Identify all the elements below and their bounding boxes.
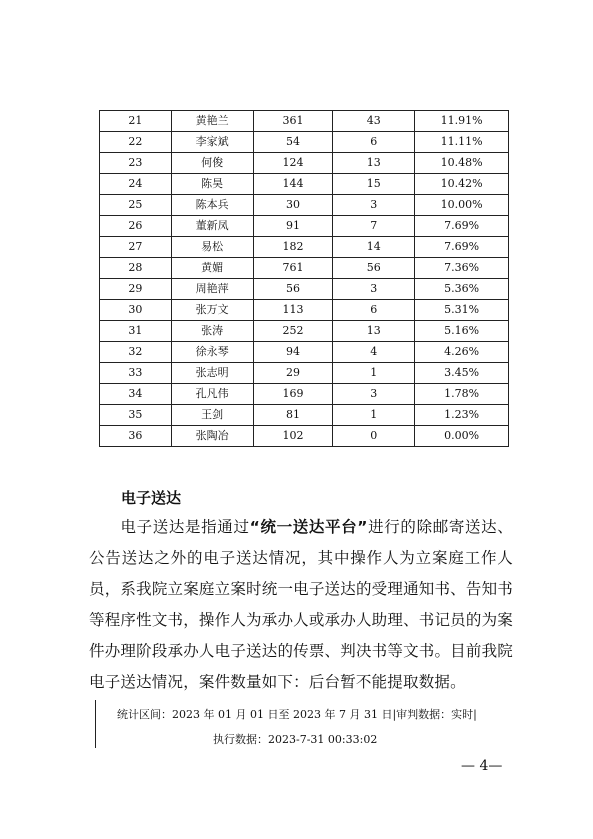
case-count: 182 bbox=[253, 237, 333, 258]
judge-name: 周艳萍 bbox=[171, 279, 253, 300]
table-row bbox=[100, 132, 509, 153]
sub-count: 6 bbox=[333, 132, 415, 153]
judge-name: 张涛 bbox=[171, 321, 253, 342]
sub-count: 13 bbox=[333, 153, 415, 174]
case-count: 30 bbox=[253, 195, 333, 216]
sub-count: 1 bbox=[333, 405, 415, 426]
table-row bbox=[100, 405, 509, 426]
row-index: 36 bbox=[100, 426, 172, 447]
row-index: 22 bbox=[100, 132, 172, 153]
case-count: 113 bbox=[253, 300, 333, 321]
row-index: 26 bbox=[100, 216, 172, 237]
row-index: 32 bbox=[100, 342, 172, 363]
judge-name: 陈本兵 bbox=[171, 195, 253, 216]
row-index: 28 bbox=[100, 258, 172, 279]
sub-count: 14 bbox=[333, 237, 415, 258]
ratio-percent: 10.00% bbox=[415, 195, 509, 216]
ratio-percent: 0.00% bbox=[415, 426, 509, 447]
ratio-percent: 4.26% bbox=[415, 342, 509, 363]
sub-count: 3 bbox=[333, 384, 415, 405]
case-count: 56 bbox=[253, 279, 333, 300]
table-row bbox=[100, 237, 509, 258]
table-row bbox=[100, 258, 509, 279]
ratio-percent: 7.36% bbox=[415, 258, 509, 279]
body-paragraph bbox=[89, 512, 513, 698]
row-index: 25 bbox=[100, 195, 172, 216]
ratio-percent: 5.16% bbox=[415, 321, 509, 342]
table-row bbox=[100, 111, 509, 132]
sub-count: 43 bbox=[333, 111, 415, 132]
table-row bbox=[100, 321, 509, 342]
table-row bbox=[100, 279, 509, 300]
row-index: 33 bbox=[100, 363, 172, 384]
stats-period-line: 统计区间：2023 年 01 月 01 日至 2023 年 7 月 31 日|审判数据：实时| bbox=[117, 708, 477, 721]
judge-stats-table bbox=[99, 110, 509, 447]
judge-name: 李家斌 bbox=[171, 132, 253, 153]
row-index: 21 bbox=[100, 111, 172, 132]
case-count: 91 bbox=[253, 216, 333, 237]
sub-count: 6 bbox=[333, 300, 415, 321]
paragraph-start: 电子送达是指通过 bbox=[120, 518, 250, 536]
ratio-percent: 7.69% bbox=[415, 237, 509, 258]
sub-count: 4 bbox=[333, 342, 415, 363]
judge-name: 何俊 bbox=[171, 153, 253, 174]
judge-name: 黄媚 bbox=[171, 258, 253, 279]
case-count: 144 bbox=[253, 174, 333, 195]
case-count: 94 bbox=[253, 342, 333, 363]
sub-count: 3 bbox=[333, 195, 415, 216]
judge-name: 张志明 bbox=[171, 363, 253, 384]
table-row bbox=[100, 174, 509, 195]
table-row bbox=[100, 384, 509, 405]
table-row bbox=[100, 195, 509, 216]
judge-name: 孔凡伟 bbox=[171, 384, 253, 405]
case-count: 169 bbox=[253, 384, 333, 405]
case-count: 54 bbox=[253, 132, 333, 153]
sub-count: 7 bbox=[333, 216, 415, 237]
case-count: 29 bbox=[253, 363, 333, 384]
platform-name: “统一送达平台” bbox=[249, 518, 368, 536]
judge-name: 黄艳兰 bbox=[171, 111, 253, 132]
sub-count: 3 bbox=[333, 279, 415, 300]
table-row bbox=[100, 216, 509, 237]
ratio-percent: 3.45% bbox=[415, 363, 509, 384]
page-number: — 4— bbox=[461, 758, 503, 774]
table-row bbox=[100, 426, 509, 447]
judge-name: 徐永琴 bbox=[171, 342, 253, 363]
table-row bbox=[100, 300, 509, 321]
sub-count: 15 bbox=[333, 174, 415, 195]
row-index: 30 bbox=[100, 300, 172, 321]
table-body bbox=[100, 111, 509, 447]
ratio-percent: 11.11% bbox=[415, 132, 509, 153]
sub-count: 13 bbox=[333, 321, 415, 342]
row-index: 35 bbox=[100, 405, 172, 426]
row-index: 24 bbox=[100, 174, 172, 195]
ratio-percent: 5.36% bbox=[415, 279, 509, 300]
row-index: 29 bbox=[100, 279, 172, 300]
sub-count: 56 bbox=[333, 258, 415, 279]
case-count: 761 bbox=[253, 258, 333, 279]
case-count: 81 bbox=[253, 405, 333, 426]
row-index: 23 bbox=[100, 153, 172, 174]
case-count: 361 bbox=[253, 111, 333, 132]
ratio-percent: 5.31% bbox=[415, 300, 509, 321]
ratio-percent: 7.69% bbox=[415, 216, 509, 237]
judge-name: 陈昊 bbox=[171, 174, 253, 195]
table-row bbox=[100, 153, 509, 174]
ratio-percent: 11.91% bbox=[415, 111, 509, 132]
table-row bbox=[100, 363, 509, 384]
ratio-percent: 1.78% bbox=[415, 384, 509, 405]
ratio-percent: 10.48% bbox=[415, 153, 509, 174]
judge-name: 易松 bbox=[171, 237, 253, 258]
row-index: 34 bbox=[100, 384, 172, 405]
judge-name: 董新凤 bbox=[171, 216, 253, 237]
case-count: 124 bbox=[253, 153, 333, 174]
case-count: 252 bbox=[253, 321, 333, 342]
sub-count: 0 bbox=[333, 426, 415, 447]
sub-count: 1 bbox=[333, 363, 415, 384]
row-index: 27 bbox=[100, 237, 172, 258]
case-count: 102 bbox=[253, 426, 333, 447]
ratio-percent: 1.23% bbox=[415, 405, 509, 426]
stats-exec-line: 执行数据：2023-7-31 00:33:02 bbox=[213, 733, 378, 746]
judge-name: 王剑 bbox=[171, 405, 253, 426]
judge-name: 张陶冶 bbox=[171, 426, 253, 447]
row-index: 31 bbox=[100, 321, 172, 342]
ratio-percent: 10.42% bbox=[415, 174, 509, 195]
paragraph-rest: 进行的除邮寄送达、公告送达之外的电子送达情况，其中操作人为立案庭工作人员，系我院立案庭立案时统一电子送达的受理通知书、告知书等程序性文书，操作人为承办人或承办人助理、书记员的为案件办理阶段承办人电子送达的传票、判决书等文书。目前我院电子送达情况，案件数量如下：后台暂不能提取数据。 bbox=[89, 518, 513, 691]
section-heading: 电子送达 bbox=[121, 489, 182, 507]
table-row bbox=[100, 342, 509, 363]
judge-name: 张万文 bbox=[171, 300, 253, 321]
